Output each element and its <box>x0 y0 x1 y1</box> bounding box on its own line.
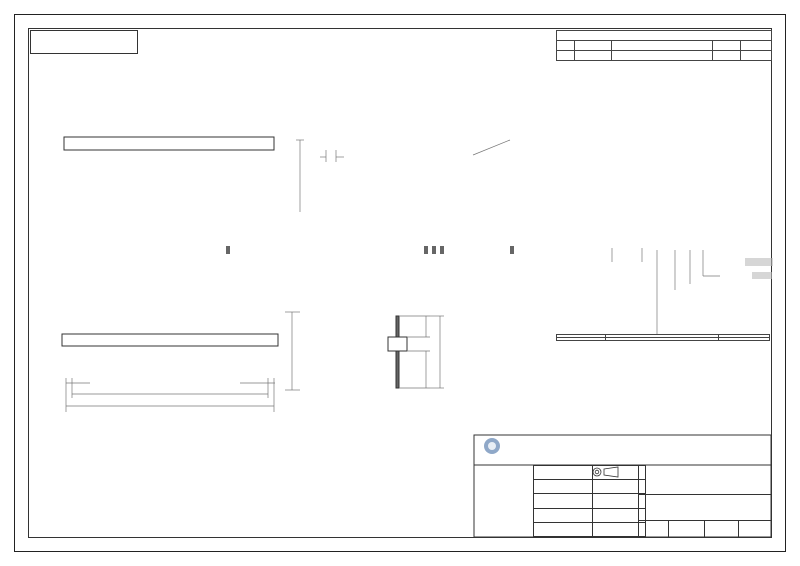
company-logo <box>484 438 500 454</box>
front-view-housing <box>62 334 278 346</box>
side-view-pin <box>396 316 399 388</box>
projection-label <box>534 466 593 480</box>
title-block-right <box>638 465 771 537</box>
checked-label <box>534 508 593 522</box>
side-view-housing <box>388 337 407 351</box>
date-label <box>534 480 593 494</box>
approved-label <box>534 522 593 536</box>
selective-list <box>606 338 719 341</box>
title-block-mid <box>533 465 646 537</box>
top-view-housing <box>64 137 274 150</box>
drawn-label <box>534 494 593 508</box>
tin-list <box>718 338 769 341</box>
gold-list <box>557 338 606 341</box>
plating-table <box>556 334 770 341</box>
